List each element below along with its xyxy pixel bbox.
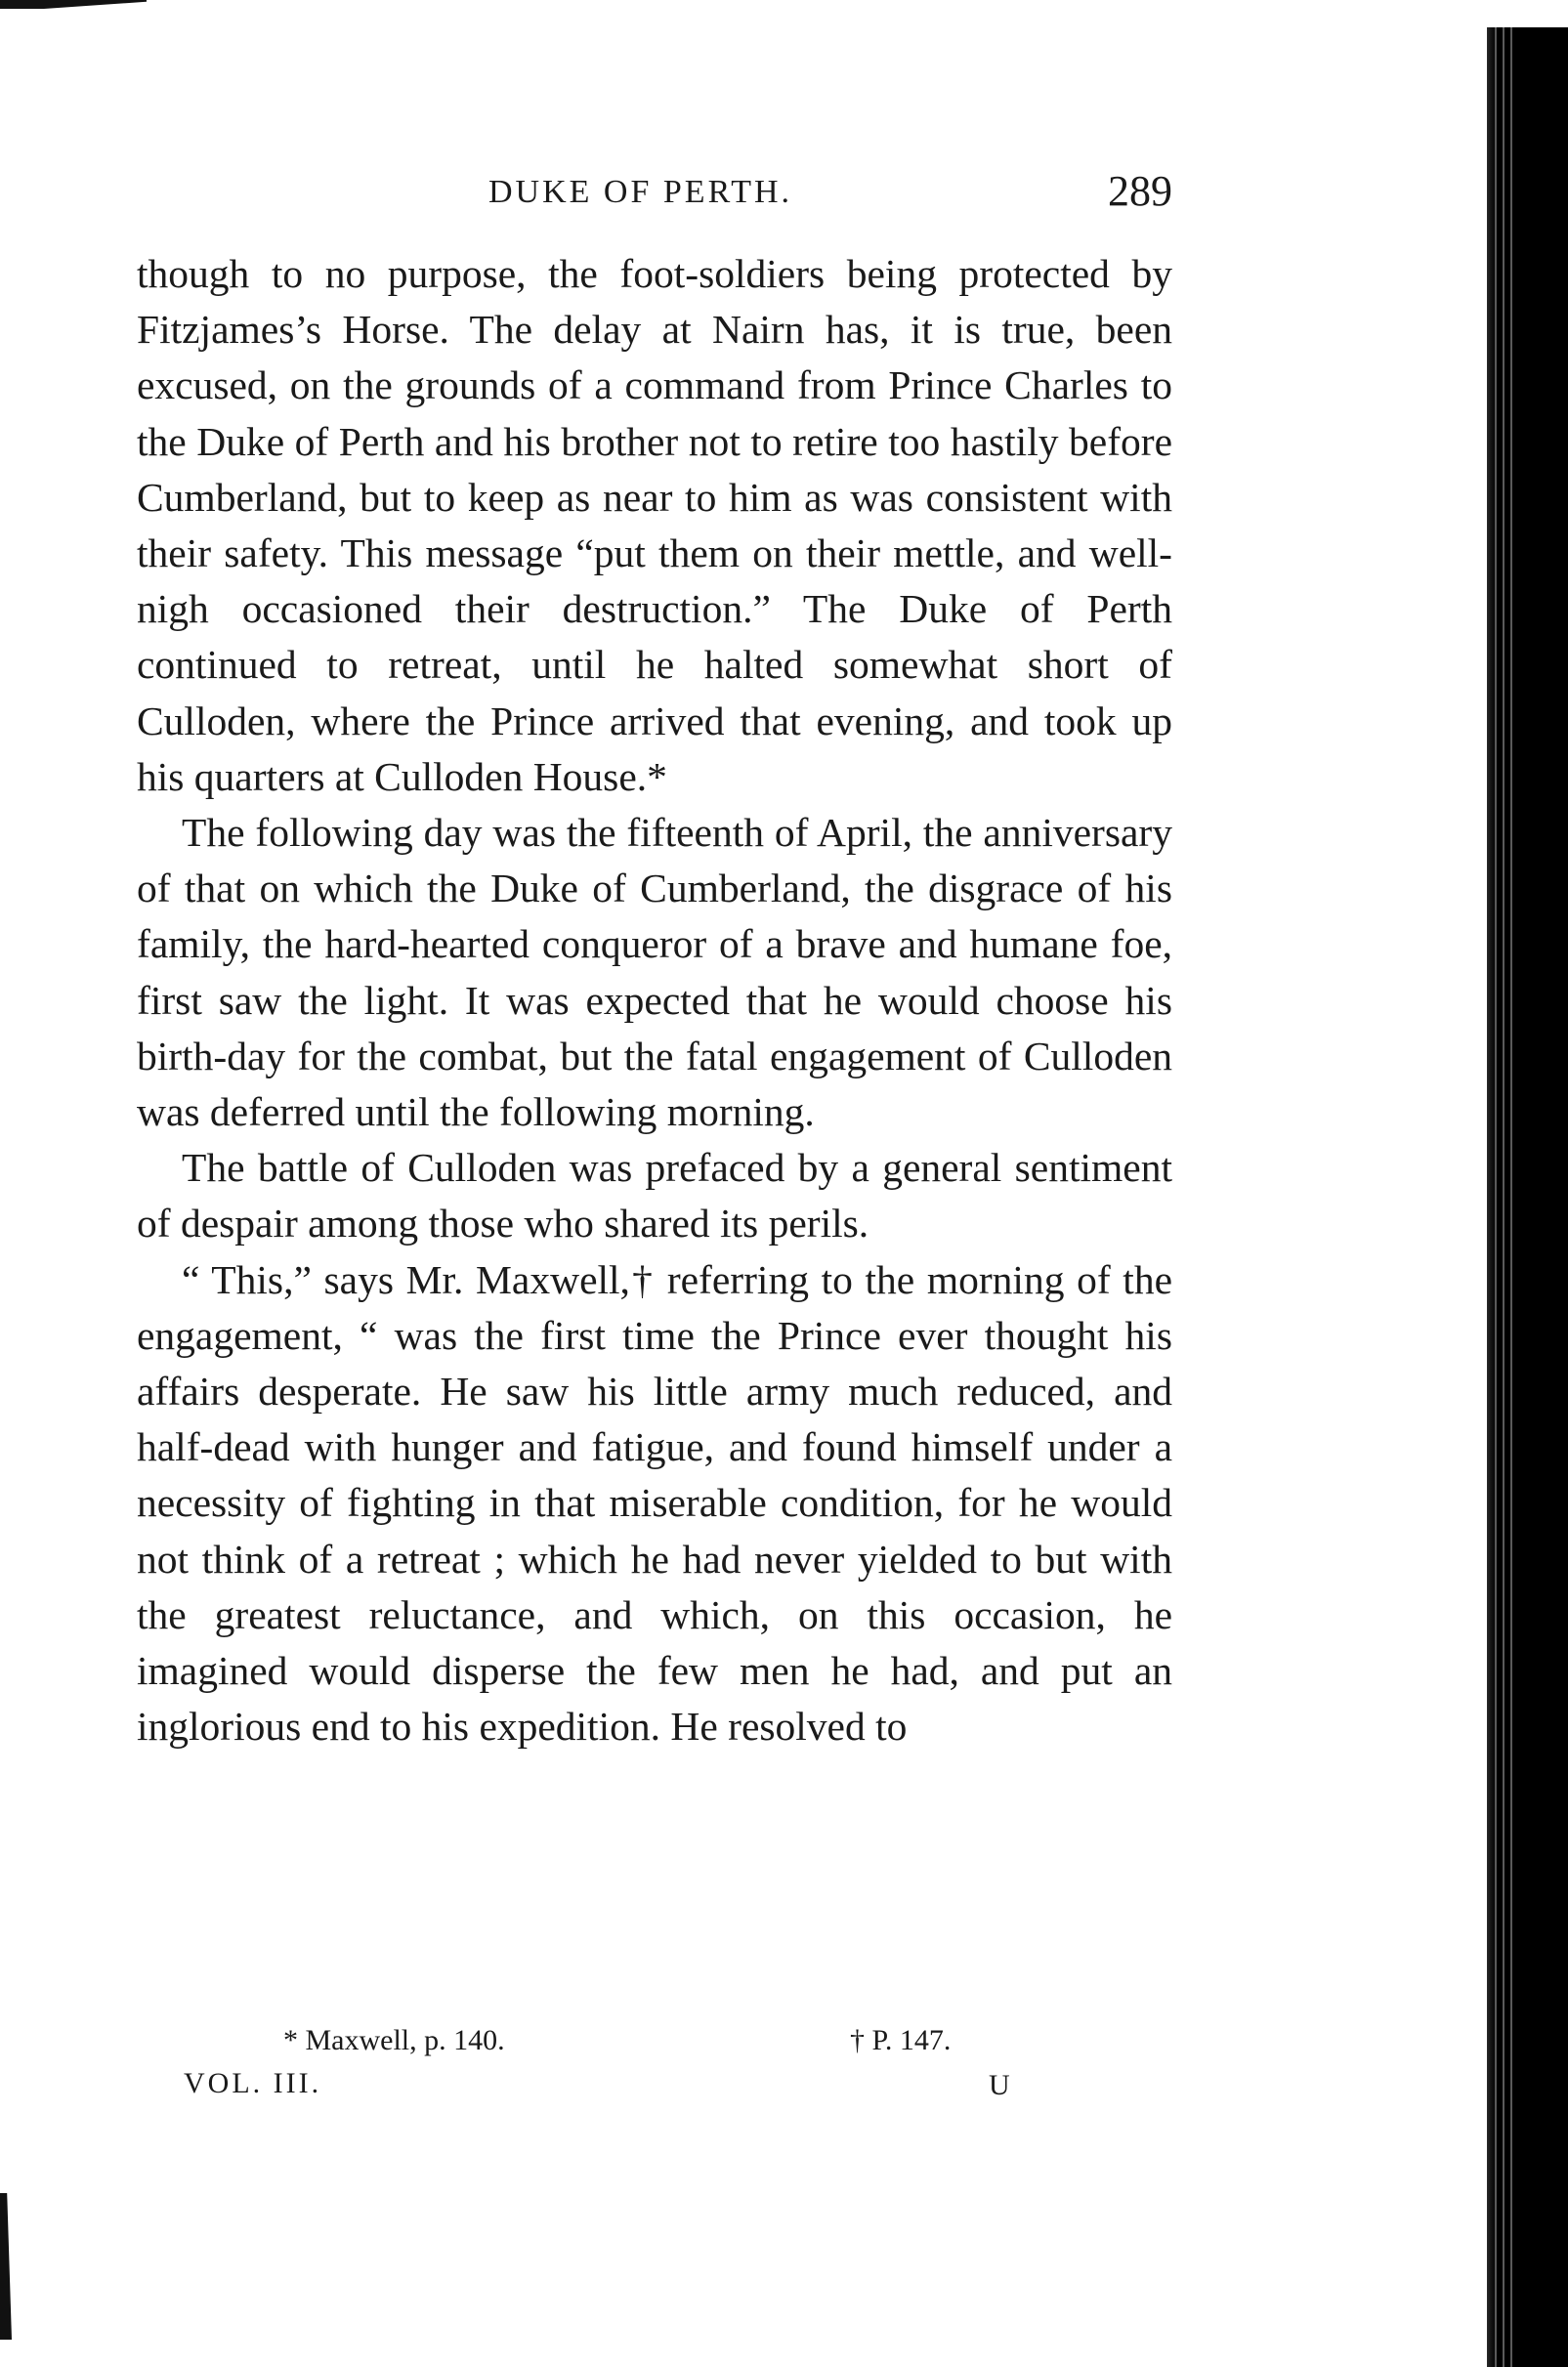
page-number: 289 xyxy=(1108,167,1172,215)
footnote: * Maxwell, p. 140. xyxy=(283,2024,505,2056)
footnote: † P. 147. xyxy=(850,2024,952,2056)
volume-label: VOL. III. xyxy=(184,2067,322,2099)
scan-edge-mark xyxy=(0,2193,12,2340)
paragraph: “ This,” says Mr. Maxwell,† referring to the morning of the engagement, “ was the first time the Prince ever thought his affairs desperate. He saw his little army much reduced, and half-dead with hunger and fatigue, and found himself under a necessity of fighting in that miserable condition, for he would not think of a retreat ; which he had never yielded to but with the greatest reluctance, and which, on this occasion, he imagined would disperse the few men he had, and put an inglorious end to his expedition. He resolved to xyxy=(137,1256,1172,1750)
paragraph: though to no purpose, the foot-soldiers being protected by Fitzjames’s Horse. The delay at Nairn has, it is true, been excused, on the grounds of a command from Prince Charles to the Duke of Perth and his brother not to retire too hastily before Cumberland, but to keep as near to him as was consistent with their safety. This message “put them on their mettle, and well-nigh occasioned their destruction.” The Duke of Perth continued to retreat, until he halted somewhat short of Culloden, where the Prince arrived that evening, and took up his quarters at Culloden House.* xyxy=(137,251,1172,799)
signature-line xyxy=(137,2067,1172,2110)
footnotes xyxy=(137,2024,1172,2067)
scan-corner-mark xyxy=(0,0,147,9)
paragraph: The battle of Culloden was prefaced by a general sentiment of despair among those who shared its perils. xyxy=(137,1145,1172,1247)
spine-highlight xyxy=(1503,27,1504,2367)
spine-highlight xyxy=(1495,27,1497,2367)
running-title: DUKE OF PERTH. xyxy=(488,174,793,210)
spine-highlight xyxy=(1510,27,1512,2367)
body-text xyxy=(137,246,1172,1754)
book-spine-shadow xyxy=(1487,27,1568,2367)
signature-mark: U xyxy=(989,2069,1010,2101)
running-head xyxy=(137,166,1172,225)
paragraph: The following day was the fifteenth of April, the anniversary of that on which the Duke of Cumberland, the disgrace of his family, the hard-hearted conqueror of a brave and humane foe, first saw the light. It was expected that he would choose his birth-day for the combat, but the fatal engagement of Culloden was deferred until the following morning. xyxy=(137,810,1172,1135)
